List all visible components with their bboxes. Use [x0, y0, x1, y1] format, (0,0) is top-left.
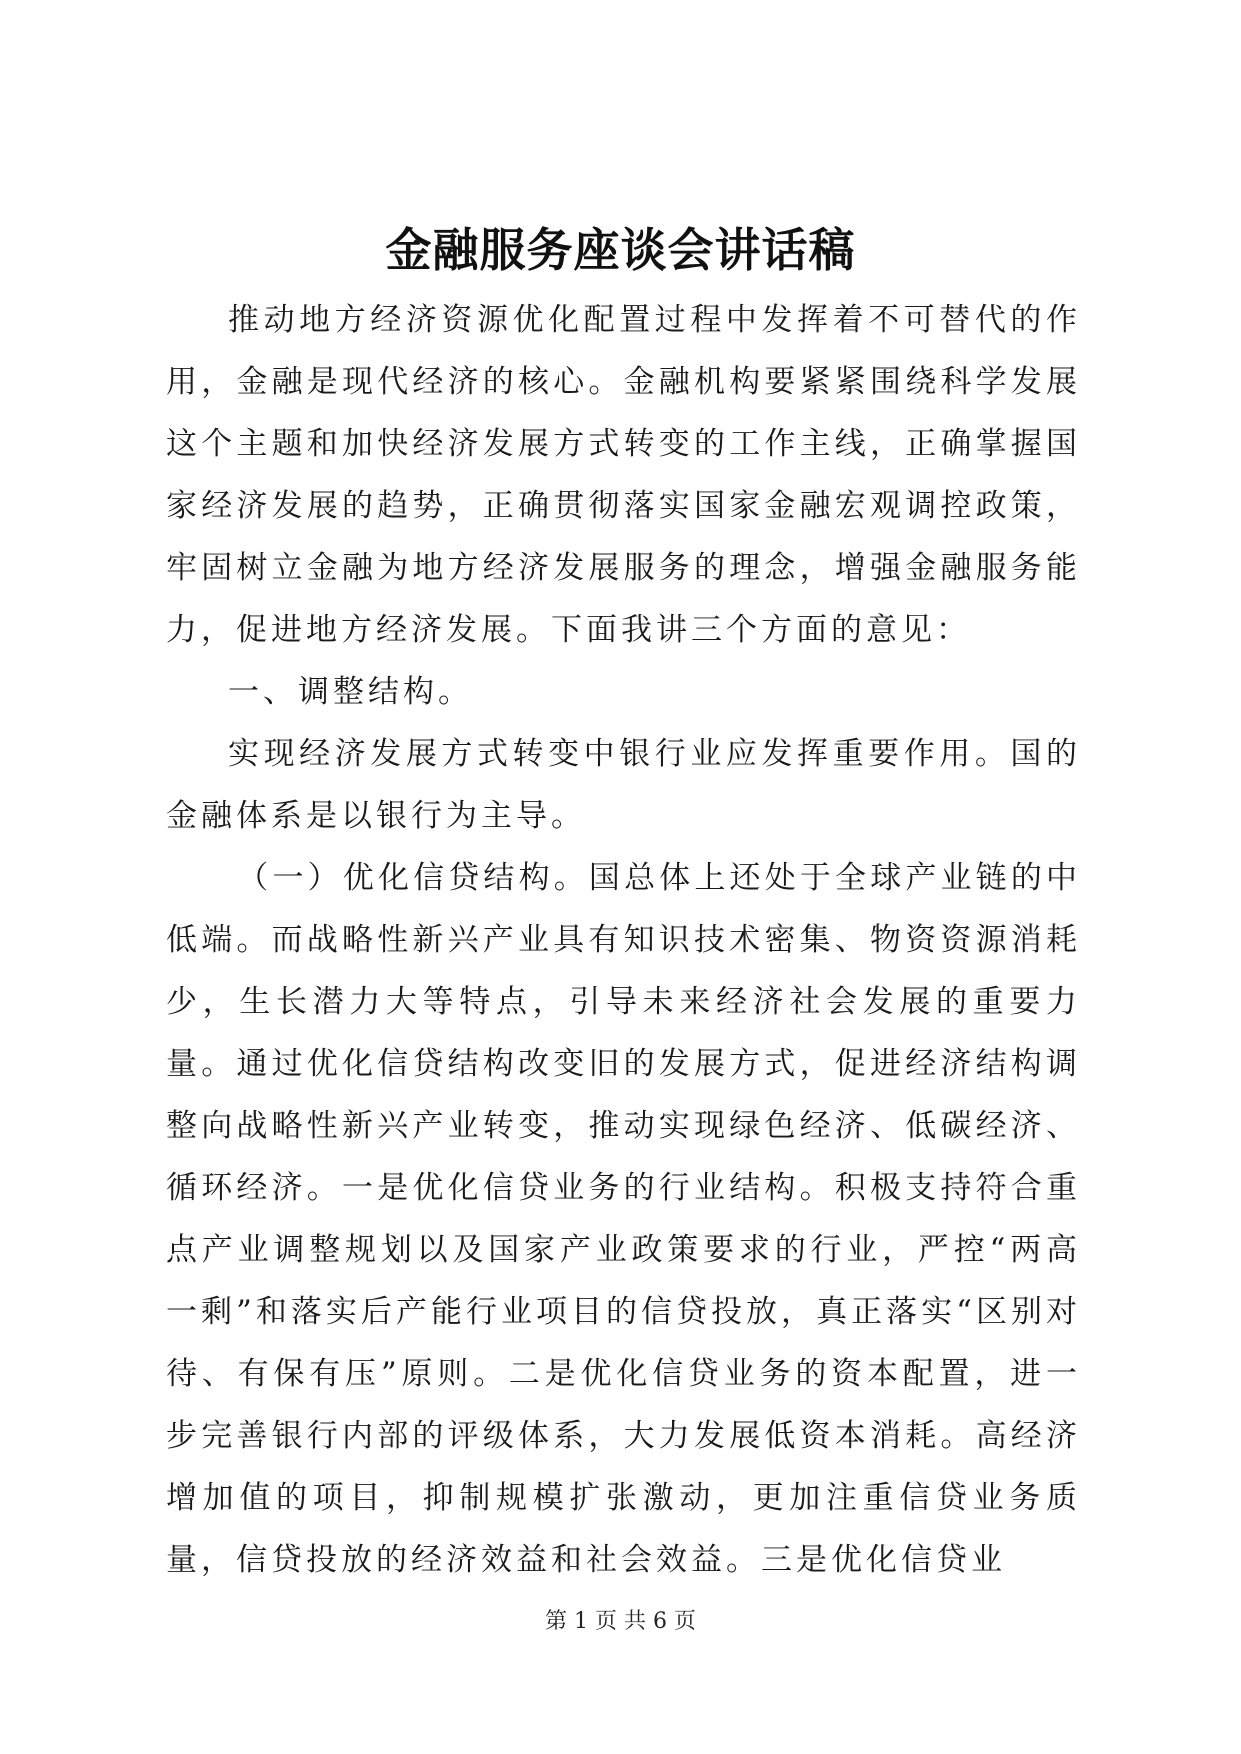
paragraph-subsection-1: （一）优化信贷结构。国总体上还处于全球产业链的中低端。而战略性新兴产业具有知识技术密集、物资资源消耗少，生长潜力大等特点，引导未来经济社会发展的重要力量。通过优化信贷结构改变旧的发展方式，促进经济结构调整向战略性新兴产业转变，推动实现绿色经济、低碳经济、循环经济。一是优化信贷业务的行业结构。积极支持符合重点产业调整规划以及国家产业政策要求的行业，严控“两高一剩”和落实后产能行业项目的信贷投放，真正落实“区别对待、有保有压”原则。二是优化信贷业务的资本配置，进一步完善银行内部的评级体系，大力发展低资本消耗。高经济增加值的项目，抑制规模扩张激动，更加注重信贷业务质量，信贷投放的经济效益和社会效益。三是优化信贷业 [166, 860, 1081, 1578]
document-body [166, 289, 1081, 1591]
paragraph-section-1: 实现经济发展方式转变中银行业应发挥重要作用。国的金融体系是以银行为主导。 [166, 736, 1081, 834]
document-title: 金融服务座谈会讲话稿 [385, 223, 856, 277]
paragraph-intro: 推动地方经济资源优化配置过程中发挥着不可替代的作用，金融是现代经济的核心。金融机构要紧紧围绕科学发展这个主题和加快经济发展方式转变的工作主线，正确掌握国家经济发展的趋势，正确贯彻落实国家金融宏观调控政策，牢固树立金融为地方经济发展服务的理念，增强金融服务能力，促进地方经济发展。下面我讲三个方面的意见： [166, 302, 1081, 648]
page-number-footer: 第 1 页 共 6 页 [545, 1609, 696, 1634]
section-heading-1: 一、调整结构。 [228, 674, 473, 710]
